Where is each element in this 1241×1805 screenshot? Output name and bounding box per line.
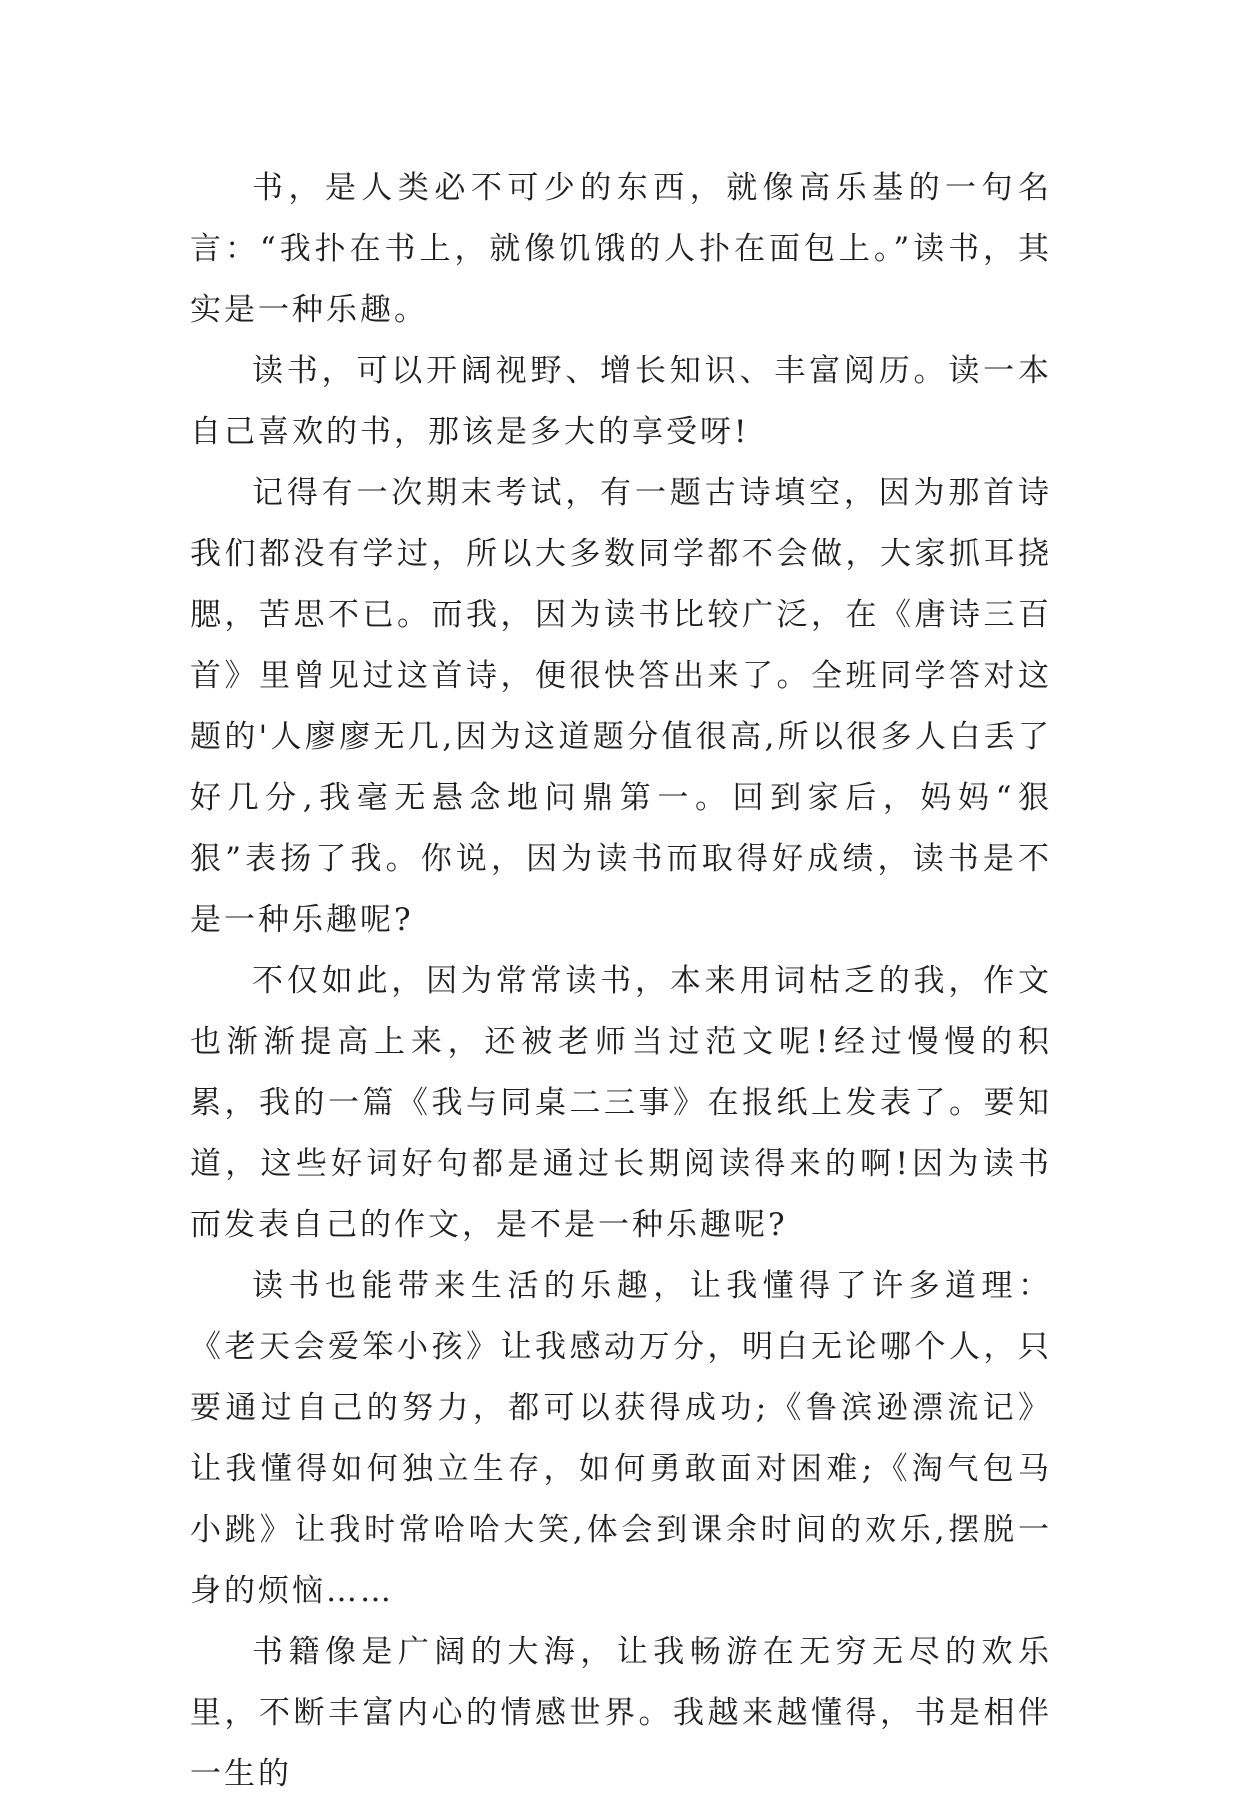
paragraph-books-like-sea: 书籍像是广阔的大海，让我畅游在无穷无尽的欢乐里，不断丰富内心的情感世界。我越来越懂得，书是相伴一生的 <box>190 1634 1052 1792</box>
paragraph-writing-improved: 不仅如此，因为常常读书，本来用词枯乏的我，作文也渐渐提高上来，还被老师当过范文呢!经过慢慢的积累，我的一篇《我与同桌二三事》在报纸上发表了。要知道，这些好词好句都是通过长期阅读得来的啊!因为读书而发表自己的作文，是不是一种乐趣呢? <box>190 963 1052 1243</box>
paragraph-final-exam: 记得有一次期末考试，有一题古诗填空，因为那首诗我们都没有学过，所以大多数同学都不会做，大家抓耳挠腮，苦思不已。而我，因为读书比较广泛，在《唐诗三百首》里曾见过这首诗，便很快答出来了。全班同学答对这题的'人廖廖无几,因为这道题分值很高,所以很多人白丢了好几分,我毫无悬念地问鼎第一。回到家后，妈妈“狠狠”表扬了我。你说，因为读书而取得好成绩，读书是不是一种乐趣呢? <box>190 475 1052 938</box>
paragraph-intro: 书，是人类必不可少的东西，就像高乐基的一句名言：“我扑在书上，就像饥饿的人扑在面包上。”读书，其实是一种乐趣。 <box>190 170 1052 328</box>
paragraph-broaden-horizons: 读书，可以开阔视野、增长知识、丰富阅历。读一本自己喜欢的书，那该是多大的享受呀! <box>190 353 1052 450</box>
essay-body <box>190 158 1052 1805</box>
paragraph-life-lessons: 读书也能带来生活的乐趣，让我懂得了许多道理：《老天会爱笨小孩》让我感动万分，明白无论哪个人，只要通过自己的努力，都可以获得成功;《鲁滨逊漂流记》让我懂得如何独立生存，如何勇敢面对困难;《淘气包马小跳》让我时常哈哈大笑,体会到课余时间的欢乐,摆脱一身的烦恼…… <box>190 1268 1052 1609</box>
